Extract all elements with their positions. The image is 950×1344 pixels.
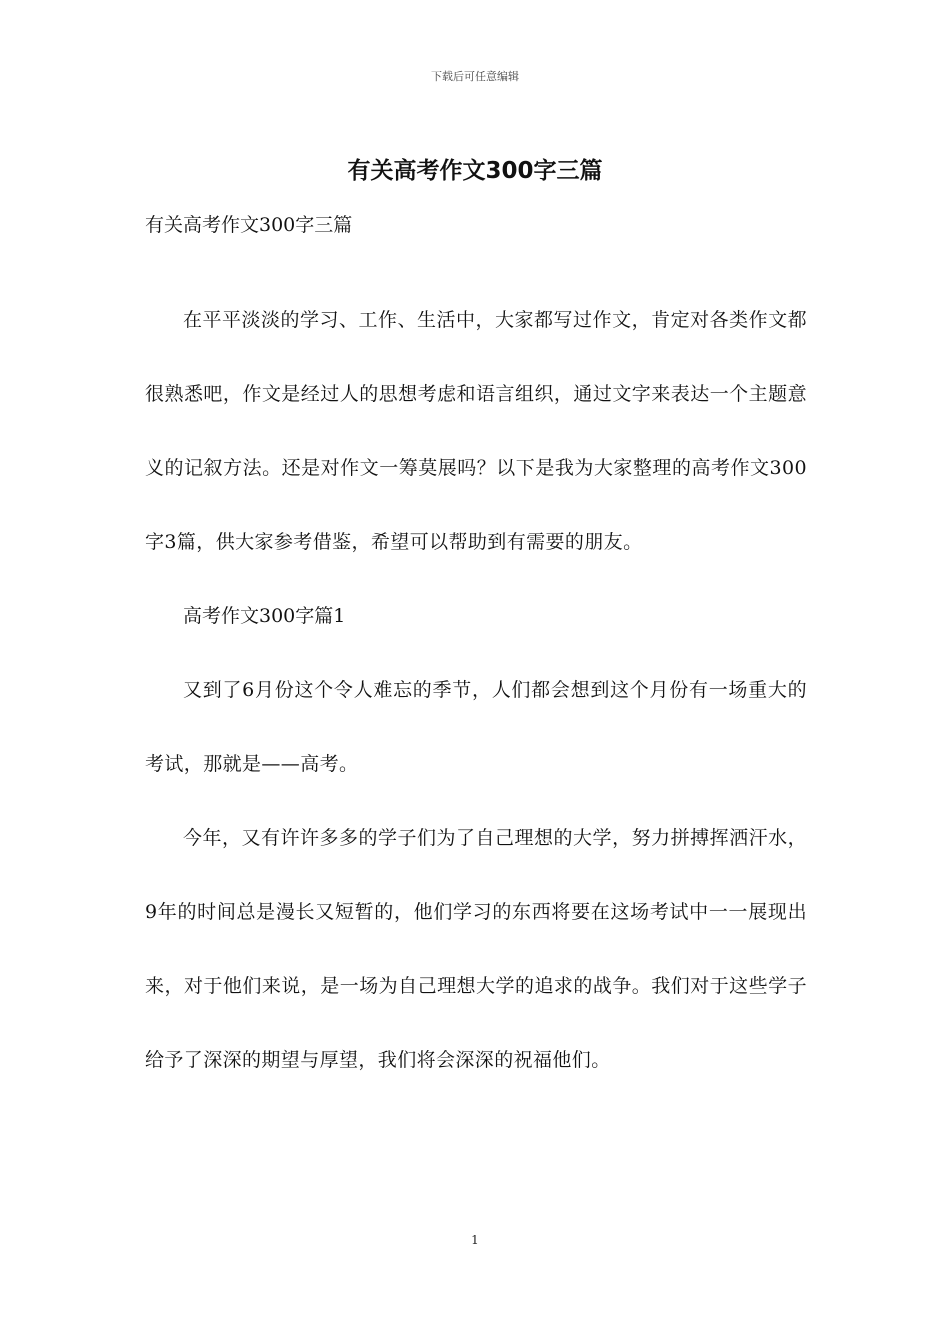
intro-paragraph: 在平平淡淡的学习、工作、生活中，大家都写过作文，肯定对各类作文都很熟悉吧，作文是经过人的思想考虑和语言组织，通过文字来表达一个主题意义的记叙方法。还是对作文一筹莫展吗？以下是我为大家整理的高考作文300字3篇，供大家参考借鉴，希望可以帮助到有需要的朋友。 <box>145 309 807 553</box>
document-title: 有关高考作文300字三篇 <box>347 158 603 184</box>
body-paragraph: 又到了6月份这个令人难忘的季节，人们都会想到这个月份有一场重大的考试，那就是——高考。 <box>145 679 807 775</box>
body-paragraph: 今年，又有许许多多的学子们为了自己理想的大学，努力拼搏挥洒汗水，9年的时间总是漫长又短暂的，他们学习的东西将要在这场考试中一一展现出来，对于他们来说，是一场为自己理想大学的追求的战争。我们对于这些学子给予了深深的期望与厚望，我们将会深深的祝福他们。 <box>145 827 807 1071</box>
section-heading: 高考作文300字篇1 <box>183 605 346 627</box>
document-body <box>145 205 807 1097</box>
page-header-note: 下载后可任意编辑 <box>431 70 519 83</box>
page-number: 1 <box>471 1233 479 1247</box>
document-subtitle: 有关高考作文300字三篇 <box>145 214 353 236</box>
